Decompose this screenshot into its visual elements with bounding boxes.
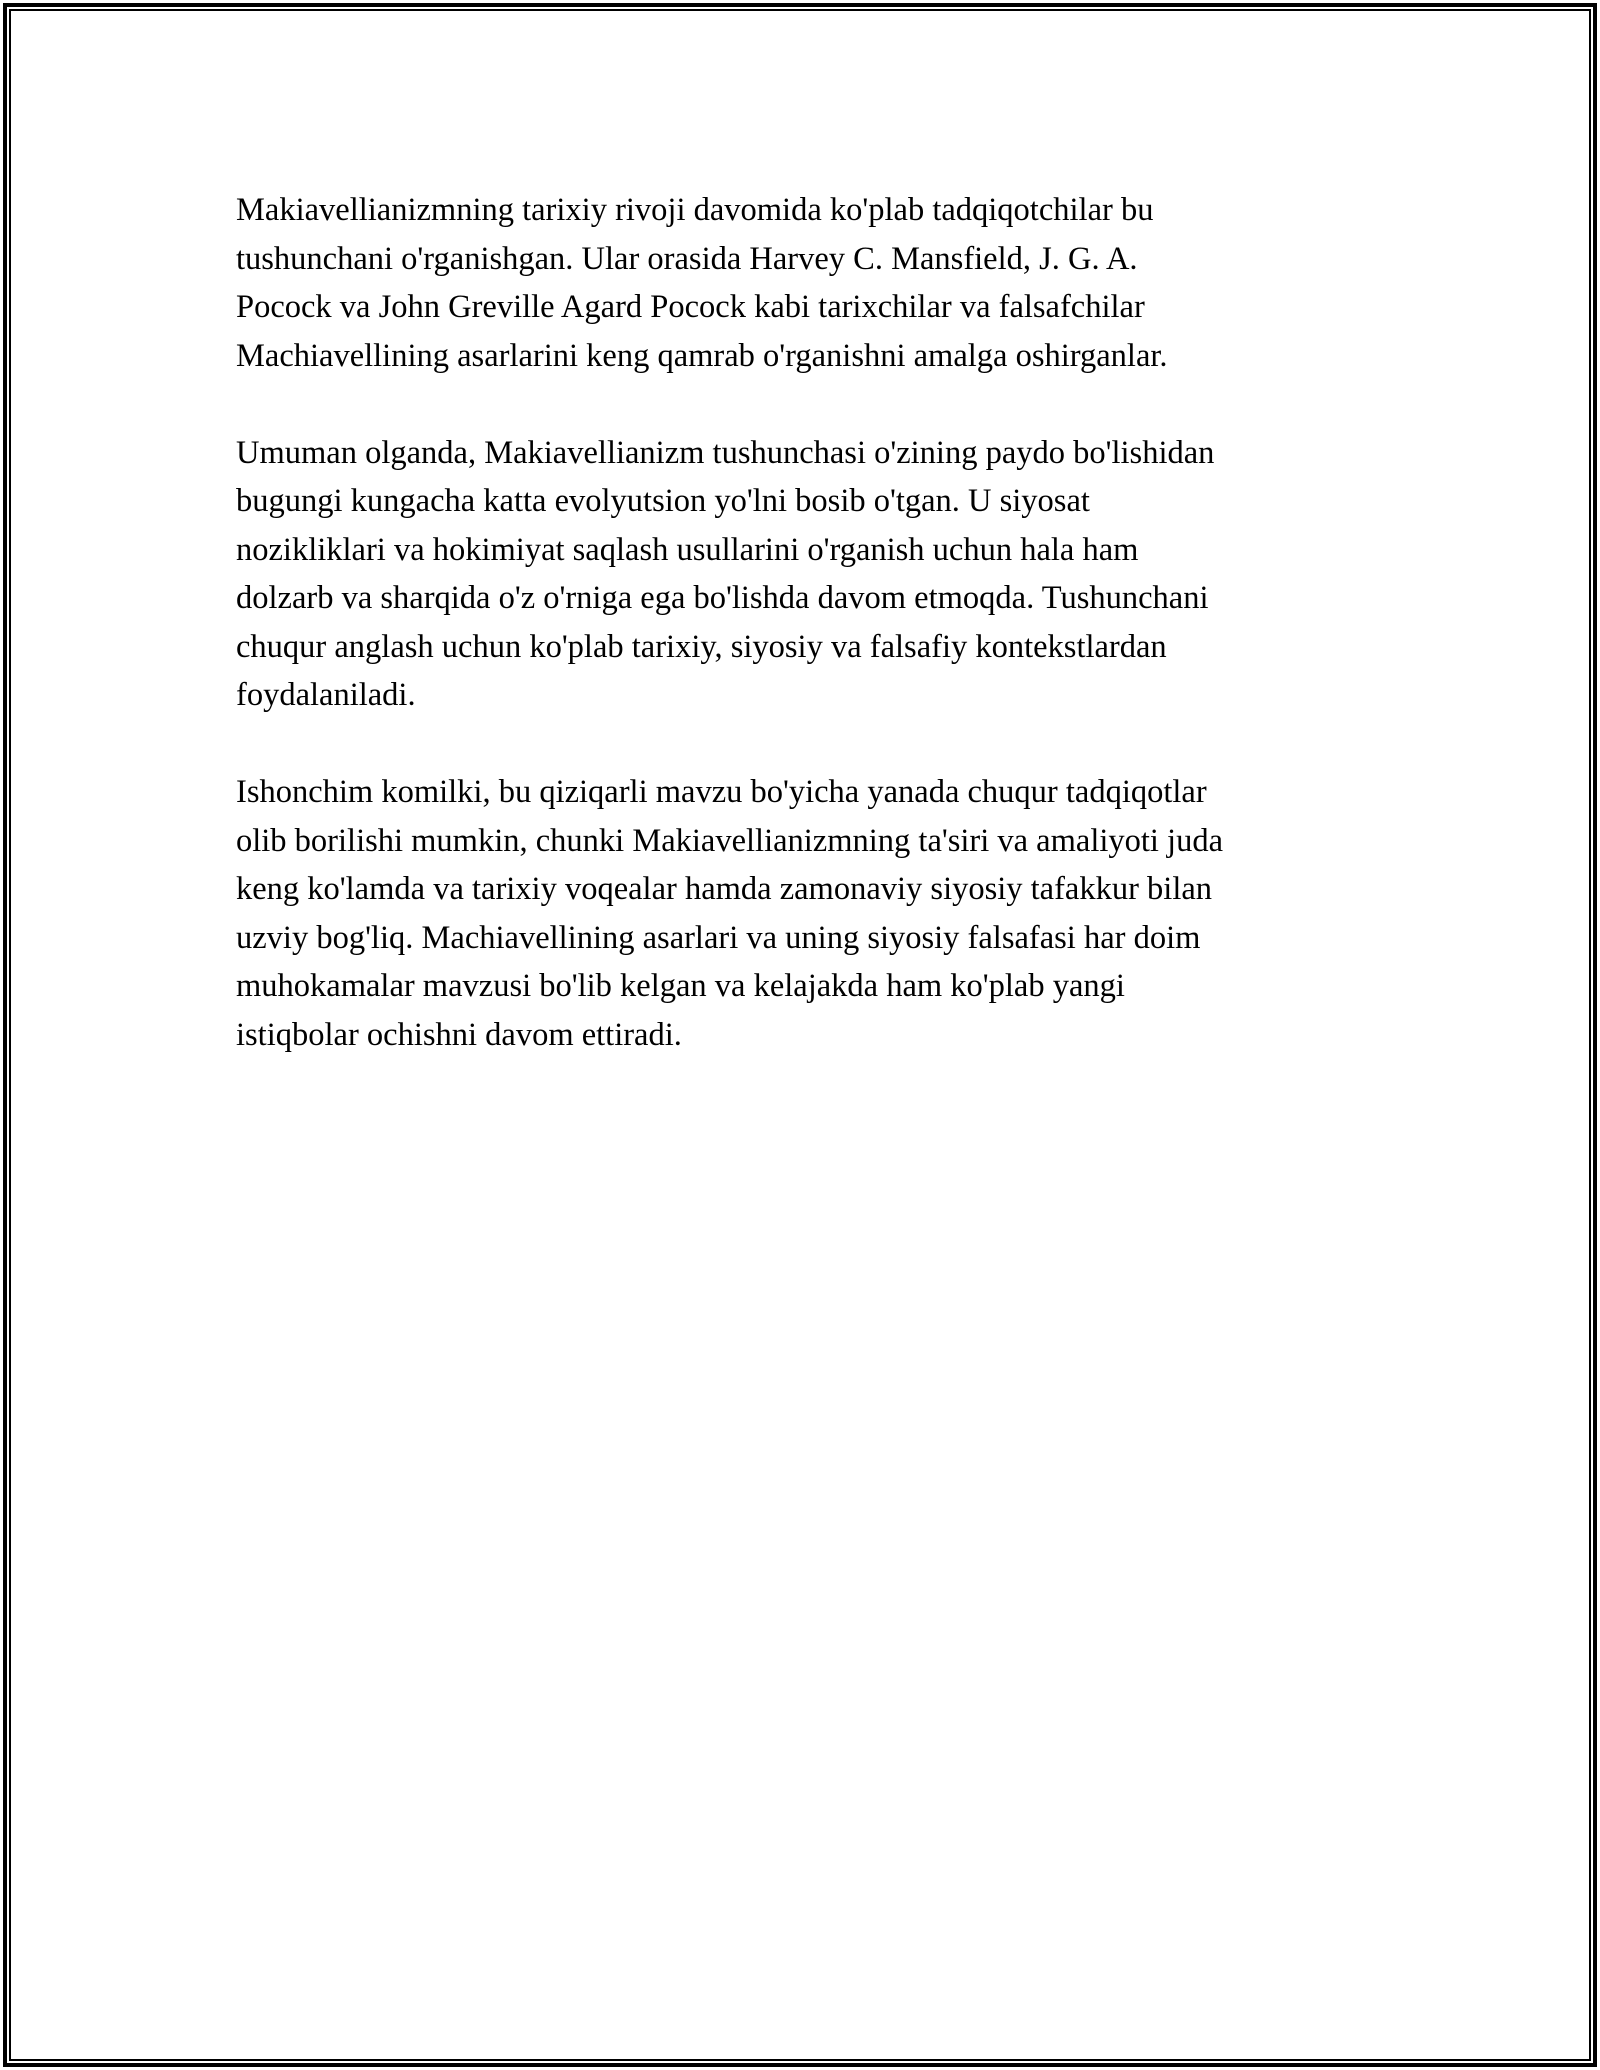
paragraph-line: istiqbolar ochishni davom ettiradi. — [236, 1016, 682, 1053]
paragraph-line: dolzarb va sharqida o'z o'rniga ega bo'lishda davom etmoqda. Tushunchani — [236, 580, 1209, 616]
paragraph-line: muhokamalar mavzusi bo'lib kelgan va kelajakda ham ko'plab yangi — [236, 968, 1125, 1004]
paragraph-3 — [236, 768, 1356, 1059]
paragraph-line: olib borilishi mumkin, chunki Makiavellianizmning ta'siri va amaliyoti juda — [236, 822, 1224, 859]
paragraph-line: chuqur anglash uchun ko'plab tarixiy, siyosiy va falsafiy kontekstlardan — [236, 628, 1167, 665]
paragraph-line: Pocock va John Greville Agard Pocock kabi tarixchilar va falsafchilar — [236, 289, 1145, 325]
paragraph-line: keng ko'lamda va tarixiy voqealar hamda zamonaviy siyosiy tafakkur bilan — [236, 871, 1213, 907]
paragraph-1 — [236, 186, 1356, 380]
document-body — [236, 186, 1356, 1108]
paragraph-2 — [236, 429, 1356, 720]
paragraph-line: Makiavellianizmning tarixiy rivoji davomida ko'plab tadqiqotchilar bu — [236, 192, 1154, 228]
paragraph-line: Machiavellining asarlarini keng qamrab o'rganishni amalga oshirganlar. — [236, 337, 1168, 374]
paragraph-line: tushunchani o'rganishgan. Ular orasida Harvey C. Mansfield, J. G. A. — [236, 240, 1138, 277]
paragraph-line: nozikliklari va hokimiyat saqlash usullarini o'rganish uchun hala ham — [236, 531, 1139, 568]
paragraph-line: Umuman olganda, Makiavellianizm tushunchasi o'zining paydo bo'lishidan — [236, 434, 1215, 471]
paragraph-line: foydalaniladi. — [236, 677, 416, 713]
paragraph-line: uzviy bog'liq. Machiavellining asarlari va uning siyosiy falsafasi har doim — [236, 919, 1201, 956]
paragraph-line: Ishonchim komilki, bu qiziqarli mavzu bo'yicha yanada chuqur tadqiqotlar — [236, 774, 1207, 810]
paragraph-line: bugungi kungacha katta evolyutsion yo'lni bosib o'tgan. U siyosat — [236, 483, 1090, 519]
